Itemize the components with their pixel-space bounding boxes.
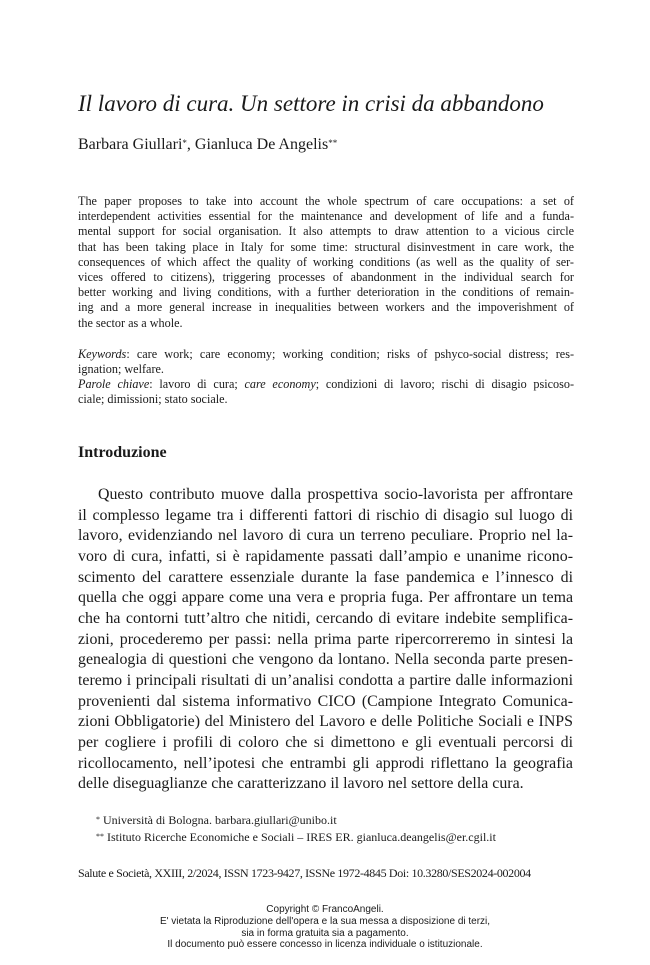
abstract-line: ing and a more general increase in inequalities between workers and the impoverishment of bbox=[78, 300, 574, 315]
copyright-line: E' vietata la Riproduzione dell'opera e la sua messa a disposizione di terzi, bbox=[159, 915, 491, 927]
parole-chiave-text: : lavoro di cura; bbox=[149, 377, 245, 391]
body-line: genealogia di questioni che vengono da lontano. Nella seconda parte presen- bbox=[78, 651, 573, 669]
body-line: per cogliere i profili di coloro che si dimettono e gli eventuali percorsi di bbox=[78, 733, 573, 751]
parole-chiave-line: ciale; dimissioni; stato sociale. bbox=[78, 392, 228, 407]
abstract-line: the sector as a whole. bbox=[78, 315, 183, 330]
author-name: Barbara Giullari bbox=[78, 136, 183, 153]
body-line: il complesso legame tra i differenti fattori di rischio di disagio sul luogo di bbox=[78, 506, 573, 524]
body-line: provenienti dal sistema informativo CICO (Campione Integrato Comunica- bbox=[78, 692, 573, 710]
body-line: che ha contorni tutt’altro che nitidi, cercando di evitare indebite semplifica- bbox=[78, 609, 573, 627]
section-heading: Introduzione bbox=[78, 444, 167, 461]
copyright-notice bbox=[0, 904, 650, 951]
body-line: ricollocamento, nell’ipotesi che entrambi gli approdi riflettano la geografia bbox=[78, 754, 573, 772]
abstract-line: interdependent activities essential for the maintenance and development of life and a funda- bbox=[78, 209, 574, 224]
author-list bbox=[78, 135, 638, 155]
parole-chiave-text: ; condizioni di lavoro; rischi di disagio psicoso- bbox=[315, 377, 575, 391]
body-line: teremo i principali risultati di un’analisi condotta a partire dalle informazioni bbox=[78, 671, 573, 689]
author-affiliation-mark: * bbox=[182, 138, 187, 148]
footnote-text: Istituto Ricerche Economiche e Sociali – IRES ER. gianluca.deangelis@er.cgil.it bbox=[104, 830, 496, 844]
copyright-line: sia in forma gratuita sia a pagamento. bbox=[241, 927, 409, 939]
body-line: quella che oggi appare come una vera e propria fuga. Per affrontare un tema bbox=[78, 589, 573, 607]
author-name: Gianluca De Angelis bbox=[194, 136, 329, 153]
journal-citation: Salute e Società, XXIII, 2/2024, ISSN 1723-9427, ISSNe 1972-4845 Doi: 10.3280/SES2024-002004 bbox=[78, 866, 531, 880]
author-separator: , bbox=[186, 136, 195, 153]
keywords-text: : care work; care economy; working condition; risks of pshyco-social distress; res- bbox=[126, 347, 574, 361]
parole-chiave-line bbox=[78, 377, 574, 392]
body-line: zioni, procederemo per passi: nella prima parte ripercorreremo in sintesi la bbox=[78, 630, 573, 648]
abstract-line: vices offered to citizens), triggering processes of abandonment in the individual search for bbox=[78, 270, 574, 285]
body-paragraph bbox=[78, 485, 573, 795]
keywords-line bbox=[78, 347, 574, 362]
parole-chiave-label: Parole chiave bbox=[78, 377, 150, 391]
body-line: lavoro, evidenziando nel lavoro di cura un terreno peculiare. Proprio nel la- bbox=[78, 527, 573, 545]
author-affiliation-mark: ** bbox=[328, 138, 338, 148]
paper-title: Il lavoro di cura. Un settore in crisi da abbandono bbox=[78, 91, 544, 116]
parole-chiave bbox=[78, 377, 574, 407]
keywords bbox=[78, 347, 574, 377]
body-line: scimento del carattere essenziale durante la fase pandemica e l’innesco di bbox=[78, 568, 573, 586]
copyright-line: Il documento può essere concesso in licenza individuale o istituzionale. bbox=[167, 939, 483, 951]
keywords-label: Keywords bbox=[78, 347, 127, 361]
footnote bbox=[96, 813, 337, 828]
footnote-text: Università di Bologna. barbara.giullari@unibo.it bbox=[100, 813, 337, 827]
parole-chiave-italic-term: care economy bbox=[244, 377, 316, 391]
body-line: delle diseguaglianze che caratterizzano il lavoro nel settore della cura. bbox=[78, 775, 524, 793]
abstract-line: consequences of which affect the quality of working conditions (as well as the quality of ser- bbox=[78, 254, 574, 269]
body-line: zioni Obbligatorie) del Ministero del Lavoro e delle Politiche Sociali e INPS bbox=[78, 713, 573, 731]
abstract-line: better working and living conditions, with a further deterioration in the conditions of remain- bbox=[78, 285, 574, 300]
abstract-line: mental support for social organisation. It also attempts to draw attention to a vicious circle bbox=[78, 224, 574, 239]
body-line: voro di cura, infatti, si è rapidamente passati dall’ampio e unanime ricono- bbox=[78, 547, 573, 565]
footnote-mark: * bbox=[96, 815, 100, 824]
copyright-line: Copyright © FrancoAngeli. bbox=[266, 904, 384, 915]
footnote bbox=[96, 830, 496, 845]
abstract-line: The paper proposes to take into account the whole spectrum of care occupations: a set of bbox=[78, 194, 574, 208]
abstract bbox=[78, 194, 574, 331]
keywords-line: ignation; welfare. bbox=[78, 362, 164, 377]
footnote-mark: ** bbox=[96, 832, 104, 841]
abstract-line: that has been taking place in Italy for some time: structural disinvestment in care work, the bbox=[78, 239, 574, 254]
body-line: Questo contributo muove dalla prospettiva socio-lavorista per affrontare bbox=[98, 486, 573, 503]
